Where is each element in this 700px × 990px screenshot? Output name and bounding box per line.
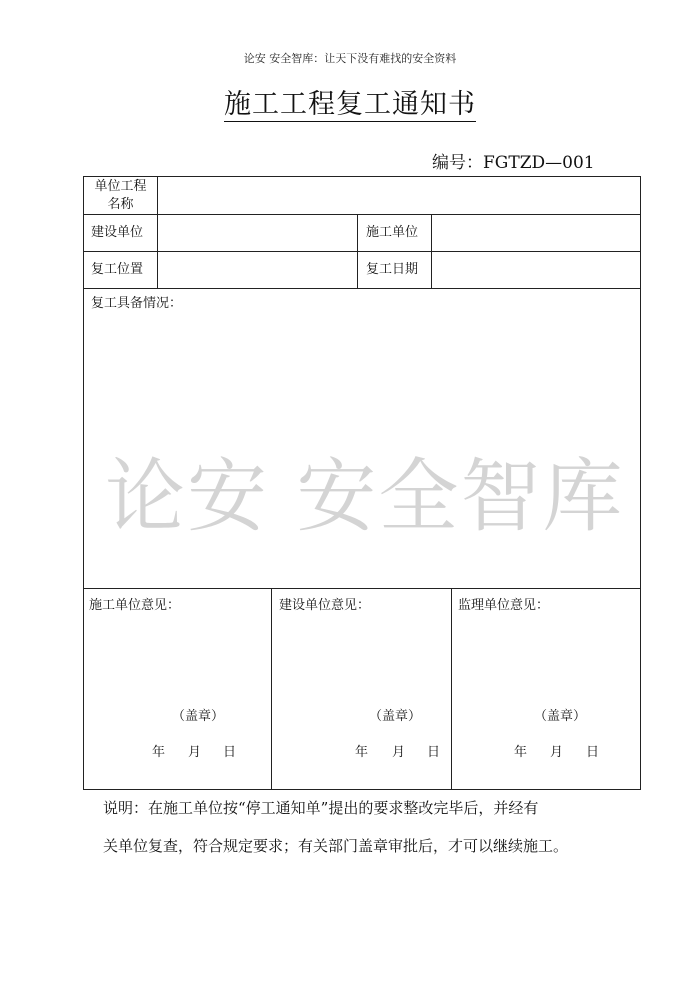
constructor-label: 施工单位	[366, 225, 419, 240]
date-label: 复工日期	[366, 262, 419, 277]
supervisor-month-label: 月	[550, 745, 564, 760]
project-name-field[interactable]	[158, 178, 640, 213]
supervisor-day-label: 日	[586, 745, 600, 760]
document-title-text: 施工工程复工通知书	[224, 89, 476, 120]
builder-opinion-label: 建设单位意见：	[279, 598, 371, 613]
column-divider	[271, 588, 272, 789]
builder-field[interactable]	[158, 215, 356, 250]
project-name-label	[84, 178, 157, 214]
supervisor-seal-label: （盖章）	[534, 709, 587, 724]
conditions-label: 复工具备情况：	[91, 296, 183, 311]
column-divider	[357, 214, 358, 288]
constructor-month-label: 月	[188, 745, 202, 760]
builder-year-label: 年	[355, 745, 369, 760]
location-label: 复工位置	[91, 262, 144, 277]
row-divider	[84, 588, 640, 589]
document-title	[0, 82, 700, 121]
builder-label: 建设单位	[91, 225, 144, 240]
supervisor-year-label: 年	[514, 745, 528, 760]
project-name-label-line1: 单位工程	[94, 179, 147, 194]
constructor-opinion-label: 施工单位意见：	[89, 598, 181, 613]
page-header: 论安 安全智库：让天下没有难找的安全资料	[243, 52, 457, 65]
document-number: 编号：FGTZD—001	[432, 153, 595, 173]
row-divider	[84, 288, 640, 289]
supervisor-opinion-label: 监理单位意见：	[458, 598, 550, 613]
constructor-year-label: 年	[152, 745, 166, 760]
builder-day-label: 日	[427, 745, 441, 760]
column-divider	[451, 588, 452, 789]
note-line-2: 关单位复查，符合规定要求；有关部门盖章审批后，才可以继续施工。	[103, 837, 569, 855]
builder-seal-label: （盖章）	[369, 709, 422, 724]
location-field[interactable]	[158, 252, 356, 287]
constructor-day-label: 日	[223, 745, 237, 760]
builder-month-label: 月	[392, 745, 406, 760]
constructor-seal-label: （盖章）	[172, 709, 225, 724]
constructor-field[interactable]	[432, 215, 640, 250]
project-name-label-line2: 名称	[107, 197, 134, 212]
watermark: 论安 安全智库	[105, 450, 625, 543]
date-field[interactable]	[432, 252, 640, 287]
note-line-1: 说明：在施工单位按“停工通知单”提出的要求整改完毕后，并经有	[103, 799, 539, 817]
